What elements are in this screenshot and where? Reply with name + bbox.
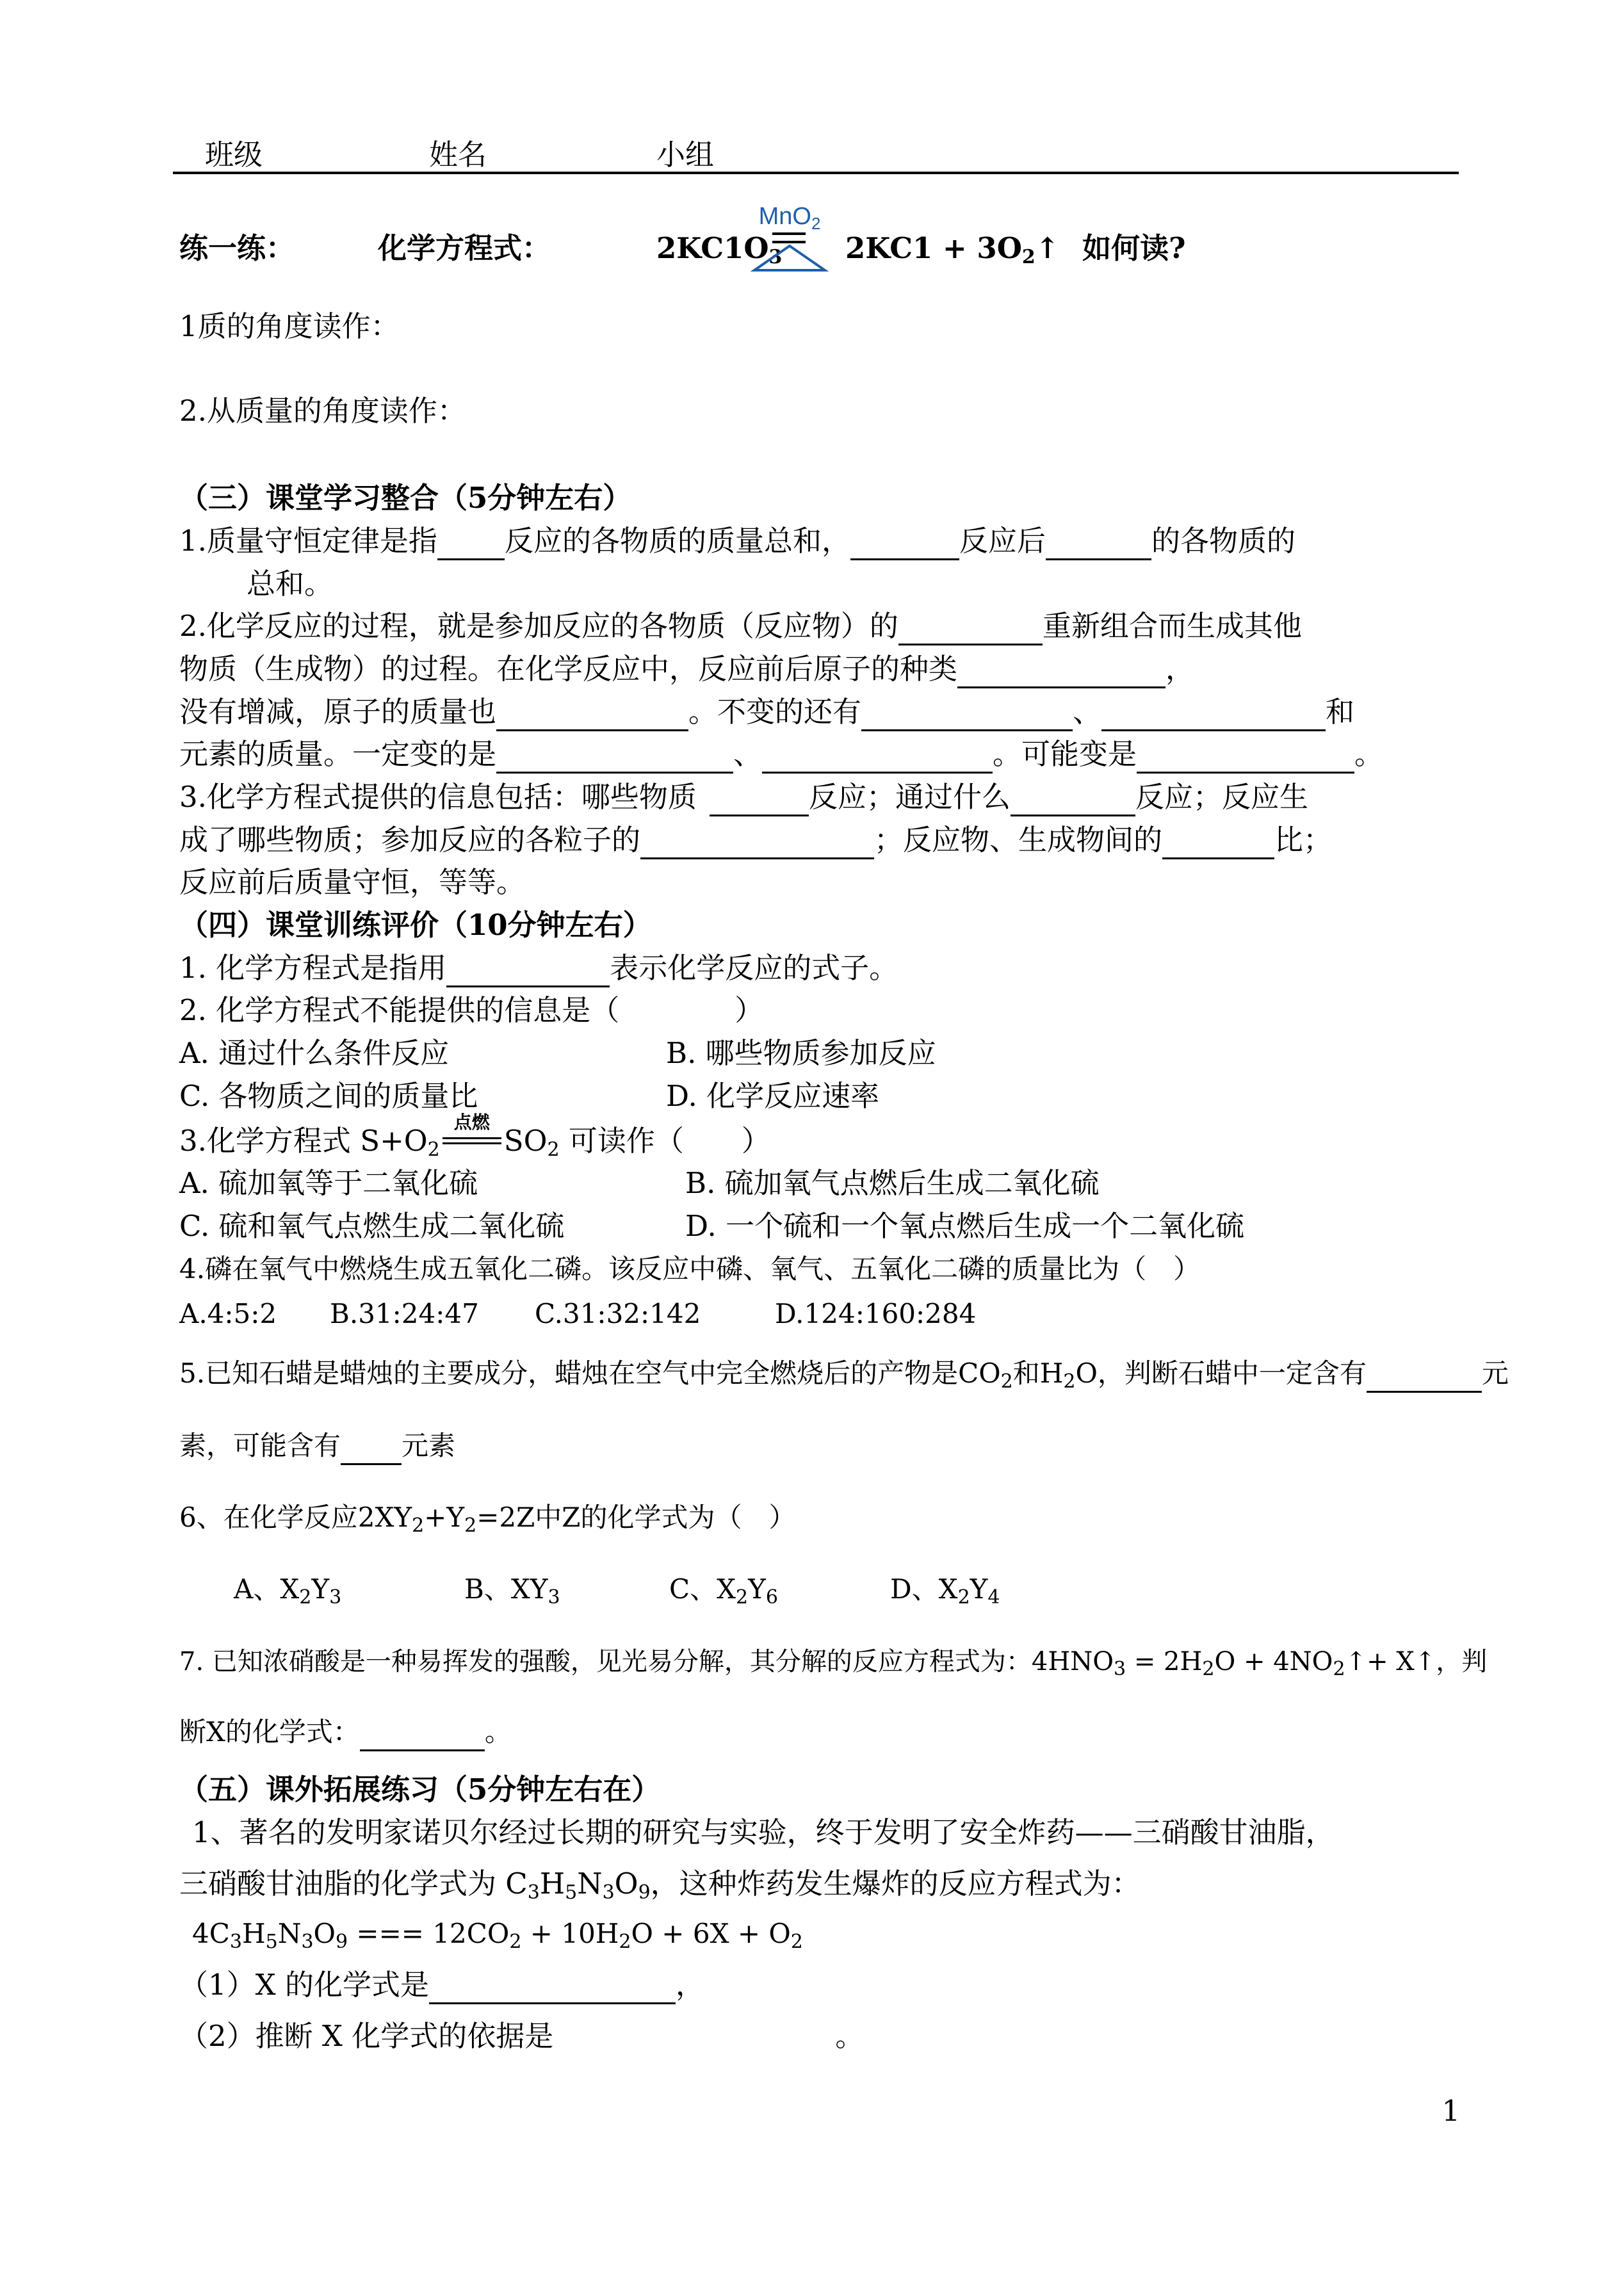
eq-left: 2KC1O bbox=[656, 231, 769, 265]
blank[interactable] bbox=[861, 696, 1073, 731]
sec4-q4: 4.磷在氧气中燃烧生成五氧化二磷。该反应中磷、氧气、五氧化二磷的质量比为（ ） bbox=[179, 1253, 1201, 1285]
catalyst-label: MnO bbox=[758, 203, 811, 230]
sec4-q3-options-1 bbox=[179, 1164, 1458, 1203]
blank[interactable] bbox=[1101, 696, 1326, 731]
sec3-p2-line2: 物质（生成物）的过程。在化学反应中，反应前后原子的种类 ， bbox=[179, 650, 1458, 688]
blank[interactable] bbox=[957, 653, 1165, 688]
option-a[interactable]: A.4:5:2 bbox=[179, 1298, 277, 1329]
option-d[interactable]: D. 一个硫和一个氧点燃后生成一个二氧化硫 bbox=[685, 1209, 1245, 1243]
practice-question: 如何读? bbox=[1082, 231, 1186, 265]
sec4-q2: 2. 化学方程式不能提供的信息是（ ） bbox=[179, 993, 764, 1027]
sec3-p1-cont: 总和。 bbox=[247, 567, 334, 601]
sec4-q6: 6、在化学反应$2XY_2+Y_2=2Z$中Z的化学式为（ ） bbox=[179, 1502, 796, 1537]
option-c[interactable]: C、$X_2Y_6$ bbox=[669, 1573, 778, 1609]
blank[interactable] bbox=[496, 738, 733, 774]
blank[interactable] bbox=[710, 781, 809, 816]
option-a[interactable]: A. 硫加氧等于二氧化硫 bbox=[179, 1166, 478, 1200]
section-4-title: （四）课堂训练评价（10分钟左右） bbox=[179, 908, 652, 942]
sec3-p1: 1.质量守恒定律是指 反应的各物质的质量总和， 反应后 的各物质的 bbox=[179, 522, 1458, 560]
sec5-q2: （2）推断 X 化学式的依据是 。 bbox=[179, 2019, 865, 2053]
sec3-p3-line2: 成了哪些物质；参加反应的各粒子的 ；反应物、生成物间的 比； bbox=[179, 821, 1458, 859]
heat-triangle-icon bbox=[748, 243, 831, 275]
blank[interactable] bbox=[437, 525, 505, 560]
blank[interactable] bbox=[496, 696, 688, 731]
practice-q1: 1质的角度读作： bbox=[179, 309, 400, 343]
blank[interactable] bbox=[640, 824, 874, 859]
sec5-q1: （1）X 的化学式是 ， bbox=[179, 1966, 1458, 2004]
sec4-q5-cont: 素，可能含有 元素 bbox=[179, 1427, 1458, 1465]
option-c[interactable]: C. 硫和氧气点燃生成二氧化硫 bbox=[179, 1209, 565, 1243]
blank[interactable] bbox=[850, 525, 959, 560]
ignite-condition: 点燃 bbox=[440, 1122, 504, 1160]
sec5-p1: 1、著名的发明家诺贝尔经过长期的研究与实验，终于发明了安全炸药——三硝酸甘油脂， bbox=[192, 1815, 1335, 1849]
option-a[interactable]: A、$X_2Y_3$ bbox=[234, 1573, 342, 1609]
option-b[interactable]: B. 硫加氧气点燃后生成二氧化硫 bbox=[685, 1166, 1100, 1200]
blank[interactable] bbox=[429, 1969, 676, 2004]
blank[interactable] bbox=[341, 1430, 402, 1465]
sec4-q5: 5.已知石蜡是蜡烛的主要成分，蜡烛在空气中完全燃烧后的产物是$CO_2$和$H_2O$，判断石蜡中一定含有 元 bbox=[179, 1358, 1509, 1393]
practice-title: 练一练： bbox=[179, 231, 295, 265]
option-d[interactable]: D、$X_2Y_4$ bbox=[890, 1573, 1000, 1609]
sec3-p2: 2.化学反应的过程，就是参加反应的各物质（反应物）的 重新组合而生成其他 bbox=[179, 607, 1458, 645]
blank[interactable] bbox=[898, 610, 1043, 645]
sec5-equation: $4C_3H_5N_3O_9$ === $12CO_2 + 10H_2O + 6X + O_2$ bbox=[192, 1918, 803, 1953]
option-c[interactable]: C.31:32:142 bbox=[535, 1298, 701, 1329]
option-b[interactable]: B、$XY_3$ bbox=[464, 1573, 560, 1609]
sec4-q3: 3.化学方程式 $S+O_2$ 点燃 $SO_2$ 可读作（ ） bbox=[179, 1112, 770, 1161]
sec4-q3-options-2 bbox=[179, 1207, 1458, 1245]
class-label: 班级 bbox=[205, 138, 263, 172]
option-d[interactable]: D. 化学反应速率 bbox=[666, 1079, 880, 1113]
blank[interactable] bbox=[1162, 824, 1274, 859]
blank[interactable] bbox=[446, 952, 610, 987]
section-5-title: （五）课外拓展练习（5分钟左右在） bbox=[179, 1772, 661, 1806]
option-a[interactable]: A. 通过什么条件反应 bbox=[179, 1036, 450, 1070]
sec3-p2-line4: 元素的质量。一定变的是 、 。可能变是 。 bbox=[179, 735, 1458, 774]
option-b[interactable]: B.31:24:47 bbox=[330, 1298, 479, 1329]
sec4-q7: 7. 已知浓硝酸是一种易挥发的强酸，见光易分解，其分解的反应方程式为：$4HNO_3 = 2H_2O$ + $4NO_2↑+$ X↑，判 bbox=[179, 1647, 1488, 1680]
option-b[interactable]: B. 哪些物质参加反应 bbox=[666, 1036, 936, 1070]
equation-label: 化学方程式： bbox=[378, 231, 551, 265]
sec3-p3-line3: 反应前后质量守恒，等等。 bbox=[179, 865, 526, 899]
page-number: 1 bbox=[1441, 2094, 1460, 2128]
option-d[interactable]: D.124:160:284 bbox=[775, 1298, 977, 1329]
sec4-q2-options-1 bbox=[179, 1034, 1458, 1073]
sec4-q1: 1. 化学方程式是指用 表示化学反应的式子。 bbox=[179, 949, 1458, 987]
sec3-p2-line3: 没有增减，原子的质量也 。不变的还有 、 和 bbox=[179, 693, 1458, 731]
option-c[interactable]: C. 各物质之间的质量比 bbox=[179, 1079, 478, 1113]
name-label: 姓名 bbox=[429, 138, 487, 172]
group-label: 小组 bbox=[656, 138, 715, 172]
sec4-q2-options-2 bbox=[179, 1077, 1458, 1115]
sec4-q4-options bbox=[179, 1295, 1458, 1333]
catalyst-sub: 2 bbox=[811, 214, 821, 233]
sec5-p2: 三硝酸甘油脂的化学式为 $C_3H_5N_3O_9$，这种炸药发生爆炸的反应方程式为： bbox=[179, 1867, 1141, 1904]
sec3-p3: 3.化学方程式提供的信息包括：哪些物质 反应；通过什么 反应；反应生 bbox=[179, 778, 1458, 816]
up-arrow-icon: ↑ bbox=[1035, 231, 1060, 265]
section-3-title: （三）课堂学习整合（5分钟左右） bbox=[179, 481, 632, 515]
sec4-q7-cont: 断X的化学式： 。 bbox=[179, 1713, 1458, 1751]
practice-q2: 2.从质量的角度读作： bbox=[179, 394, 466, 428]
practice-line-right bbox=[845, 229, 1186, 268]
blank[interactable] bbox=[1137, 738, 1354, 774]
eq-left-sub: 3 bbox=[768, 246, 783, 268]
blank[interactable] bbox=[1367, 1358, 1482, 1393]
blank[interactable] bbox=[360, 1716, 485, 1751]
catalyst-condition bbox=[748, 204, 831, 274]
header-rule bbox=[173, 172, 1459, 174]
blank[interactable] bbox=[762, 738, 993, 774]
eq-right-sub: 2 bbox=[1021, 246, 1035, 268]
blank[interactable] bbox=[1011, 781, 1135, 816]
eq-right: 2KC1 + 3O bbox=[845, 231, 1022, 265]
blank[interactable] bbox=[1046, 525, 1151, 560]
